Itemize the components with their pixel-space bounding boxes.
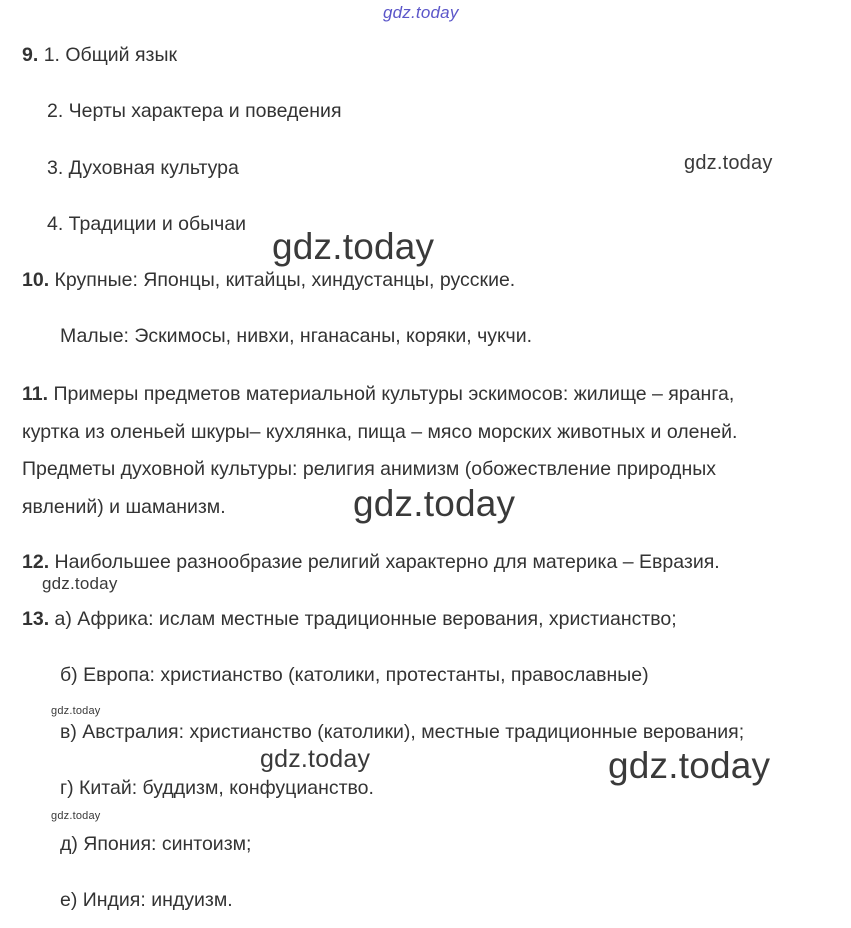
watermark: gdz.today (51, 810, 101, 822)
answer-11-line-2: куртка из оленьей шкуры– кухлянка, пища – мясо морских животных и оленей. (22, 421, 738, 443)
answer-9-item-2: 2. Черты характера и поведения (47, 100, 342, 122)
watermark: gdz.today (353, 483, 516, 524)
answer-number: 9. (22, 44, 39, 66)
answer-number: 13. (22, 608, 50, 630)
answer-9-item-1 (22, 43, 177, 67)
watermark-top: gdz.today (383, 3, 459, 22)
answer-text: Наибольшее разнообразие религий характерно для материка – Евразия. (54, 551, 720, 573)
watermark: gdz.today (260, 745, 371, 773)
answer-number: 12. (22, 551, 50, 573)
watermark: gdz.today (42, 574, 118, 593)
watermark: gdz.today (51, 705, 101, 717)
answer-text: Примеры предметов материальной культуры эскимосов: жилище – яранга, (53, 383, 735, 405)
answer-text: Крупные: Японцы, китайцы, хиндустанцы, русские. (54, 269, 516, 291)
watermark: gdz.today (608, 745, 771, 786)
answer-11-line-3: Предметы духовной культуры: религия анимизм (обожествление природных (22, 458, 716, 480)
answer-13-item-e: е) Индия: индуизм. (60, 889, 233, 911)
answer-text: 1. Общий язык (43, 44, 177, 66)
answer-13-item-a (22, 607, 677, 631)
answer-number: 11. (22, 383, 49, 405)
answer-12-line-1 (22, 550, 720, 574)
answer-9-item-4: 4. Традиции и обычаи (47, 213, 247, 235)
watermark: gdz.today (272, 226, 435, 267)
answer-text: а) Африка: ислам местные традиционные верования, христианство; (54, 608, 677, 630)
watermark: gdz.today (684, 152, 773, 174)
answer-13-item-g: г) Китай: буддизм, конфуцианство. (60, 777, 374, 799)
answer-10-line-1 (22, 268, 515, 292)
answer-number: 10. (22, 269, 50, 291)
answer-10-line-2: Малые: Эскимосы, нивхи, нганасаны, коряки, чукчи. (60, 325, 532, 347)
answer-11-line-4: явлений) и шаманизм. (22, 496, 226, 518)
answer-9-item-3: 3. Духовная культура (47, 157, 239, 179)
answer-13-item-b: б) Европа: христианство (католики, протестанты, православные) (60, 664, 649, 686)
answer-11-line-1 (22, 382, 734, 406)
answer-13-item-v: в) Австралия: христианство (католики), местные традиционные верования; (60, 721, 745, 743)
answer-13-item-d: д) Япония: синтоизм; (60, 833, 252, 855)
